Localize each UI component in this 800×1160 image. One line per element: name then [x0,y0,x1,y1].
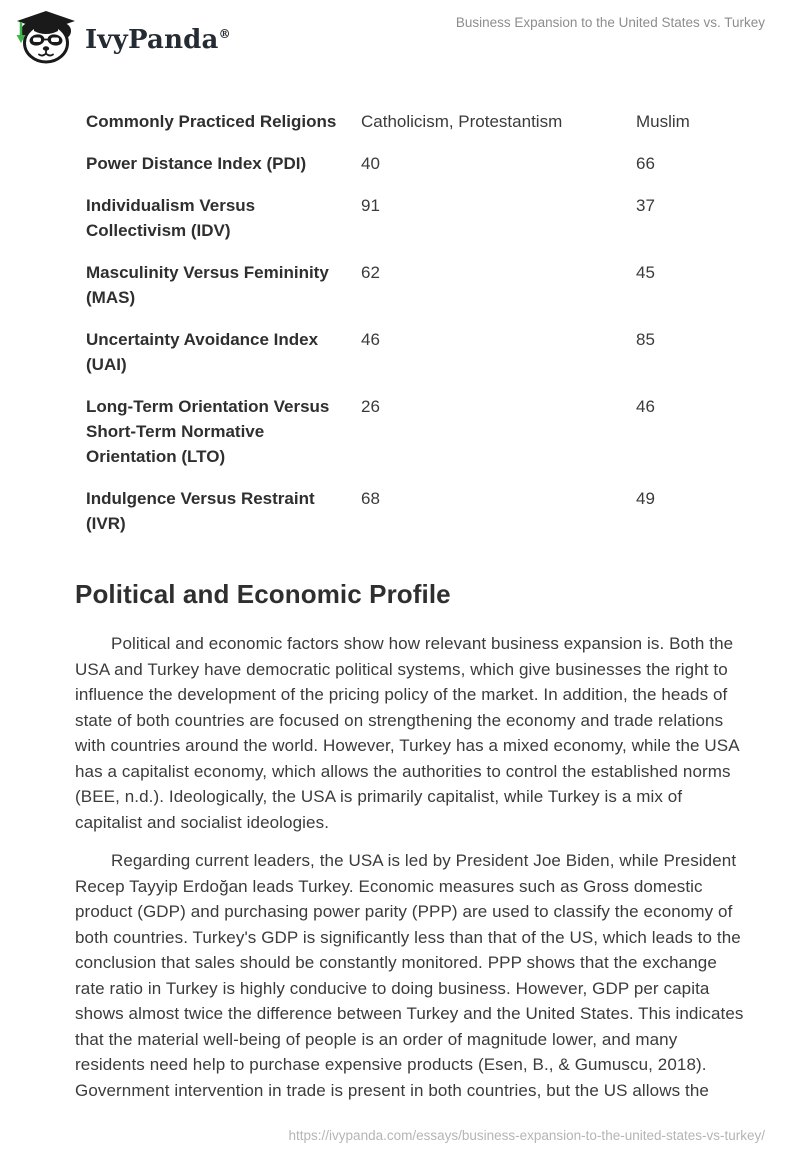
usa-value: 46 [361,330,380,349]
table-row [75,151,747,193]
usa-value: 68 [361,489,380,508]
turkey-value: Muslim [636,112,690,131]
row-label: Power Distance Index (PDI) [86,154,307,173]
panda-graduate-icon [14,10,76,64]
table-row [75,193,747,260]
section-heading: Political and Economic Profile [75,579,451,609]
ivypanda-logo[interactable] [14,8,231,66]
table-row [75,260,747,327]
usa-value: 26 [361,397,380,416]
row-label: Indulgence Versus Restraint (IVR) [86,489,315,533]
turkey-value: 66 [636,154,655,173]
table-row [75,327,747,394]
row-label: Masculinity Versus Femininity (MAS) [86,263,329,307]
usa-value: Catholicism, Protestantism [361,112,563,131]
paragraph: Political and economic factors show how relevant business expansion is. Both the USA and Turkey have democratic political systems, which give businesses the right to influence the development of the pricing policy of the market. In addition, the heads of state of both countries are focused on strengthening the economy and trade relations with countries around the world. However, Turkey has a mixed economy, while the USA has a capitalist economy, which allows the authorities to control the established norms (BEE, n.d.). Ideologically, the USA is primarily capitalist, while Turkey is a mix of capitalist and socialist ideologies. [75,634,739,832]
page-header [14,8,765,66]
row-label: Individualism Versus Collectivism (IDV) [86,196,256,240]
table-row [75,109,747,151]
document-title: Business Expansion to the United States vs. Turkey [455,15,765,30]
turkey-value: 46 [636,397,655,416]
usa-value: 40 [361,154,380,173]
row-label: Uncertainty Avoidance Index (UAI) [86,330,319,374]
usa-value: 62 [361,263,380,282]
turkey-value: 49 [636,489,655,508]
hofstede-comparison-table [75,109,747,553]
row-label: Long-Term Orientation Versus Short-Term Normative Orientation (LTO) [86,397,330,466]
turkey-value: 37 [636,196,655,215]
turkey-value: 85 [636,330,655,349]
turkey-value: 45 [636,263,655,282]
source-url: https://ivypanda.com/essays/business-expansion-to-the-united-states-vs-turkey/ [288,1128,765,1143]
usa-value: 91 [361,196,380,215]
document-body [75,109,747,1116]
registered-mark: ® [218,27,231,41]
row-label: Commonly Practiced Religions [86,112,337,131]
paragraph: Regarding current leaders, the USA is led by President Joe Biden, while President Recep Tayyip Erdoğan leads Turkey. Economic measures such as Gross domestic product (GDP) and purchasing power parity (PPP) are used to classify the economy of both countries. Turkey's GDP is significantly less than that of the US, which leads to the conclusion that sales should be constantly monitored. PPP shows that the exchange rate ratio in Turkey is highly conducive to doing business. However, GDP per capita shows almost twice the difference between Turkey and the United States. This indicates that the material well-being of people is an order of magnitude lower, and many residents need help to purchase expensive products (Esen, B., & Gumuscu, 2018). Government intervention in trade is present in both countries, but the US allows the [75,851,744,1100]
logo-wordmark: IvyPanda® [85,25,231,55]
table-row [75,394,747,486]
table-row [75,486,747,553]
